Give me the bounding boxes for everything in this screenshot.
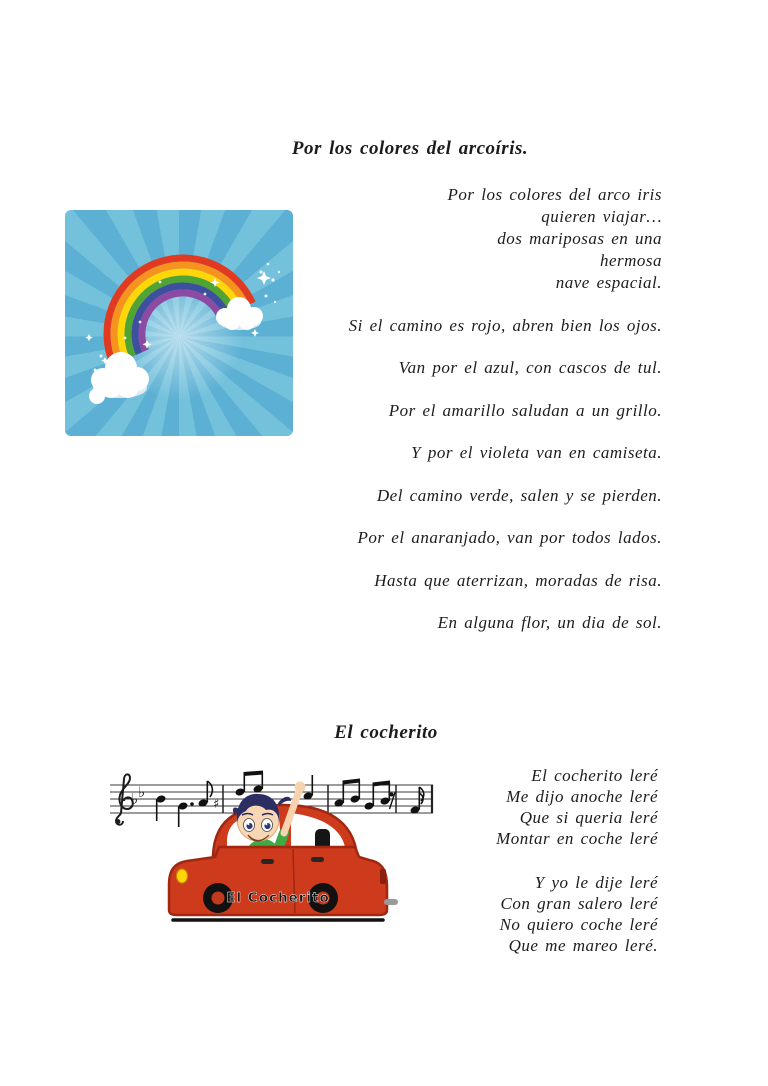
sharp-sign-icon: ♯ [213, 797, 220, 812]
poem-line: Hasta que aterrizan, moradas de risa. [374, 570, 662, 590]
poem-line: Por el amarillo saludan a un grillo. [388, 400, 662, 420]
poem1-body [349, 184, 662, 634]
poem-line: nave espacial. [555, 273, 662, 292]
poem-line: quieren viajar… [541, 207, 662, 226]
poem-line: Que me mareo leré. [508, 936, 658, 955]
poem-line: Me dijo anoche leré [506, 787, 658, 806]
poem-line: Que si queria leré [519, 808, 658, 827]
poem-line: Con gran salero leré [500, 894, 658, 913]
car-label: El Cocherito [226, 890, 330, 906]
rainbow-svg [65, 210, 293, 436]
flat-sign-icon: ♭ [138, 783, 146, 801]
rainbow-arc [83, 234, 253, 365]
poem2-title: El cocherito [334, 722, 438, 743]
poem-line: No quiero coche leré [499, 915, 658, 934]
rainbow-illustration [65, 210, 293, 436]
music-car-svg [103, 763, 465, 928]
poem1-title: Por los colores del arcoíris. [291, 138, 529, 159]
poem-line: En alguna flor, un dia de sol. [437, 613, 662, 632]
poem-line: Montar en coche leré [496, 829, 658, 848]
door-handle [261, 859, 274, 864]
exhaust-pipe [384, 899, 398, 905]
taillight [380, 869, 386, 884]
poem-line: Si el camino es rojo, abren bien los ojos. [348, 315, 662, 335]
poem-line: Van por el azul, con cascos de tul. [398, 358, 662, 377]
poem-line: Del camino verde, salen y se pierden. [376, 485, 662, 505]
poem-line: Y por el violeta van en camiseta. [411, 443, 662, 462]
flat-sign-icon: ♭ [131, 790, 139, 808]
poem-line: Por los colores del arco iris [447, 185, 662, 204]
poem-line: dos mariposas en una [497, 229, 662, 248]
poem-line: El cocherito leré [531, 766, 658, 785]
headlight [177, 869, 188, 883]
music-car-illustration [103, 763, 465, 928]
cloud-left [89, 352, 149, 404]
poem-line: Y yo le dije leré [534, 873, 658, 892]
poem-line: Por el anaranjado, van por todos lados. [357, 528, 662, 547]
poem-line: hermosa [599, 251, 662, 270]
poem2-body [496, 765, 658, 956]
door-handle [311, 857, 324, 862]
